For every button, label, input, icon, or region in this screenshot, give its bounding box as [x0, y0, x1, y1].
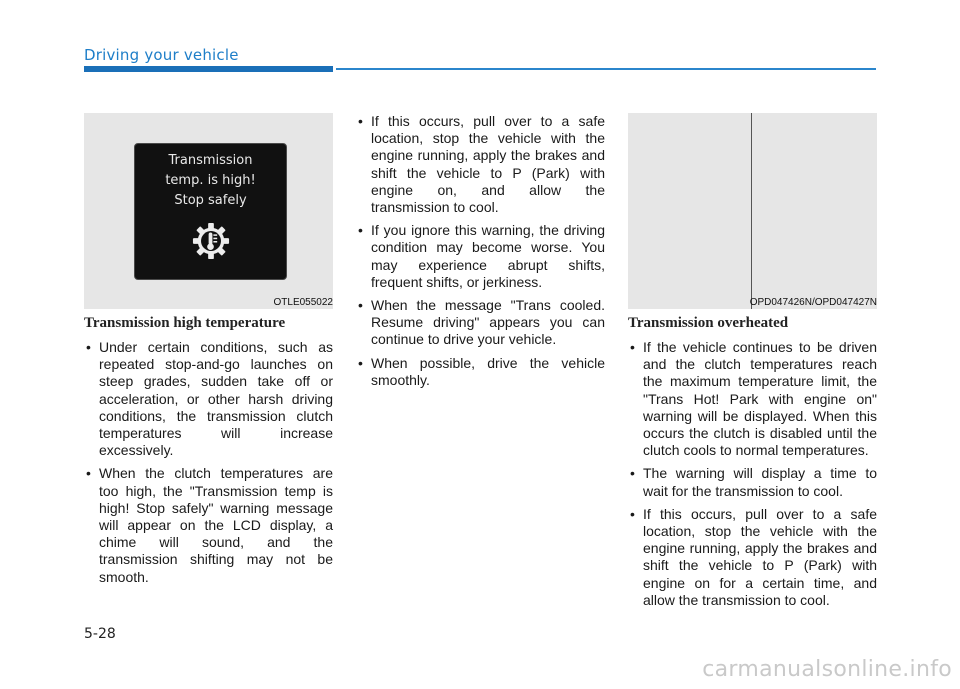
transmission-temperature-gear-icon	[192, 222, 230, 260]
figure-divider	[751, 113, 752, 309]
lcd-line: Transmission	[168, 153, 253, 168]
list-item: • Under certain conditions, such as repeated stop-and-go launches on steep grades, sudden take off or acceleration, or other harsh driving conditions, the transmission clutch temperatures will increase excessively.	[84, 339, 333, 459]
watermark: carmanualsonline.info	[702, 657, 952, 682]
right-column	[628, 339, 877, 615]
list-item: • When possible, drive the vehicle smoothly.	[356, 355, 605, 389]
bullet-list	[84, 339, 333, 586]
heading-high-temperature: Transmission high temperature	[84, 315, 286, 331]
bullet-list	[356, 113, 605, 389]
page-number: 5-28	[84, 626, 116, 642]
middle-column	[356, 113, 605, 395]
list-item: • The warning will display a time to wait for the transmission to cool.	[628, 465, 877, 499]
left-column	[84, 339, 333, 592]
list-item: • When the message "Trans cooled. Resume driving" appears you can continue to drive your vehicle.	[356, 297, 605, 349]
figure-code: OTLE055022	[273, 297, 333, 308]
list-item: • If this occurs, pull over to a safe location, stop the vehicle with the engine running, apply the brakes and shift the vehicle to P (Park) with engine on, and allow the transmission to cool.	[356, 113, 605, 216]
list-item: • If the vehicle continues to be driven and the clutch temperatures reach the maximum temperature limit, the "Trans Hot! Park with engine on" warning will be displayed. When this occurs the clutch is disabled until the clutch cools to normal temperatures.	[628, 339, 877, 459]
warning-display-figure	[84, 113, 333, 309]
figure-code: OPD047426N/OPD047427N	[749, 297, 877, 308]
list-item: • When the clutch temperatures are too high, the "Transmission temp is high! Stop safely" warning message will appear on the LCD display, a chime will sound, and the transmission shifting may not be smooth.	[84, 465, 333, 585]
lcd-line: temp. is high!	[165, 173, 256, 188]
list-item: • If you ignore this warning, the driving condition may become worse. You may experience abrupt shifts, frequent shifts, or jerkiness.	[356, 222, 605, 291]
list-item: • If this occurs, pull over to a safe location, stop the vehicle with the engine running, apply the brakes and shift the vehicle to P (Park) with engine on for a certain time, and allow the transmission to cool.	[628, 506, 877, 609]
lcd-screen	[134, 143, 287, 280]
lcd-line: Stop safely	[174, 193, 247, 208]
bullet-list	[628, 339, 877, 609]
lcd-message	[135, 151, 286, 211]
heading-overheated: Transmission overheated	[628, 315, 789, 331]
header-bar	[84, 66, 333, 72]
header-rule	[336, 68, 876, 70]
section-title: Driving your vehicle	[84, 46, 239, 64]
overheat-figure	[628, 113, 877, 309]
